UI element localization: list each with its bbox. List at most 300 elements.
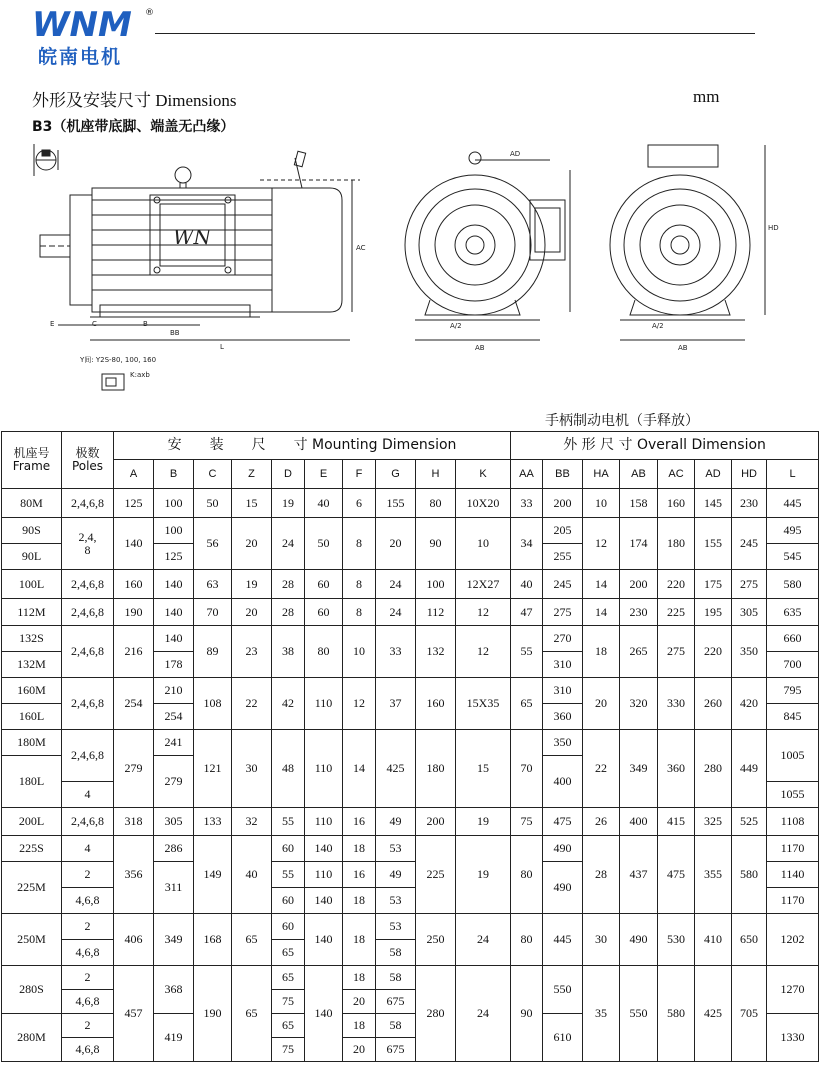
- col-AC: AC: [658, 460, 695, 489]
- cell: 475: [658, 836, 695, 914]
- cell: 35: [583, 966, 620, 1062]
- cell: 18: [343, 966, 376, 990]
- svg-text:A/2: A/2: [450, 322, 462, 330]
- poles-cell: 4,6,8: [62, 990, 114, 1014]
- cell: 275: [658, 626, 695, 678]
- cell: 360: [658, 730, 695, 808]
- cell: 22: [583, 730, 620, 808]
- col-HD: HD: [732, 460, 767, 489]
- frame-header: 机座号 Frame: [2, 432, 62, 489]
- cell: 110: [305, 730, 343, 808]
- cell: 90: [416, 518, 456, 570]
- col-C: C: [194, 460, 232, 489]
- cell: 32: [232, 808, 272, 836]
- cell: 24: [376, 570, 416, 599]
- frame-cell: 280M: [2, 1014, 62, 1062]
- cell: 550: [543, 966, 583, 1014]
- cell: 675: [376, 1038, 416, 1062]
- cell: 795: [767, 678, 819, 704]
- poles-cell: 2: [62, 862, 114, 888]
- cell: 65: [232, 914, 272, 966]
- dimension-table: [1, 431, 819, 1062]
- cell: 305: [732, 599, 767, 626]
- cell: 10: [343, 626, 376, 678]
- brand-logo: [30, 5, 160, 45]
- cell: 19: [272, 489, 305, 518]
- cell: 12: [456, 626, 511, 678]
- poles-cell: 2,4,6,8: [62, 808, 114, 836]
- motor-type-caption: 手柄制动电机（手释放）: [545, 413, 699, 429]
- cell: 34: [511, 518, 543, 570]
- cell: 60: [272, 836, 305, 862]
- cell: 1140: [767, 862, 819, 888]
- cell: 490: [543, 836, 583, 862]
- frame-cell: 100L: [2, 570, 62, 599]
- hole-note: K:axb: [130, 371, 150, 379]
- cell: 8: [343, 570, 376, 599]
- cell: 610: [543, 1014, 583, 1062]
- cell: 368: [154, 966, 194, 1014]
- cell: 180: [658, 518, 695, 570]
- frame-cell: 90L: [2, 544, 62, 570]
- cell: 40: [232, 836, 272, 914]
- cell: 149: [194, 836, 232, 914]
- cell: 845: [767, 704, 819, 730]
- cell: 250: [416, 914, 456, 966]
- svg-text:B: B: [143, 320, 148, 328]
- cell: 15: [232, 489, 272, 518]
- poles-cell: 2,4, 8: [62, 518, 114, 570]
- svg-text:HD: HD: [768, 224, 779, 232]
- cell: 65: [272, 1014, 305, 1038]
- cell: 349: [620, 730, 658, 808]
- cell: 160: [416, 678, 456, 730]
- cell: 190: [114, 599, 154, 626]
- cell: 310: [543, 678, 583, 704]
- cell: 160: [658, 489, 695, 518]
- table-row: [2, 518, 819, 544]
- cell: 18: [583, 626, 620, 678]
- cell: 53: [376, 888, 416, 914]
- frame-cell: 200L: [2, 808, 62, 836]
- cell: 20: [343, 1038, 376, 1062]
- cell: 350: [732, 626, 767, 678]
- cell: 325: [695, 808, 732, 836]
- cell: 112: [416, 599, 456, 626]
- front-view: [610, 145, 779, 352]
- cell: 490: [620, 914, 658, 966]
- cell: 158: [620, 489, 658, 518]
- cell: 28: [583, 836, 620, 914]
- cell: 1170: [767, 888, 819, 914]
- cell: 445: [543, 914, 583, 966]
- table-row: [2, 808, 819, 836]
- cell: 75: [272, 990, 305, 1014]
- cell: 140: [154, 626, 194, 652]
- cell: 30: [583, 914, 620, 966]
- key-section-detail: [34, 144, 58, 176]
- cell: 12: [343, 678, 376, 730]
- cell: 133: [194, 808, 232, 836]
- col-HA: HA: [583, 460, 620, 489]
- cell: 49: [376, 862, 416, 888]
- frame-cell: 160M: [2, 678, 62, 704]
- cell: 140: [154, 599, 194, 626]
- cell: 1005: [767, 730, 819, 782]
- cell: 330: [658, 678, 695, 730]
- poles-cell: 2,4,6,8: [62, 489, 114, 518]
- cell: 700: [767, 652, 819, 678]
- cell: 47: [511, 599, 543, 626]
- col-L: L: [767, 460, 819, 489]
- cell: 16: [343, 808, 376, 836]
- svg-text:BB: BB: [170, 329, 180, 337]
- cell: 55: [511, 626, 543, 678]
- cell: 350: [543, 730, 583, 756]
- cell: 175: [695, 570, 732, 599]
- cell: 275: [543, 599, 583, 626]
- cell: 80: [511, 836, 543, 914]
- cell: 33: [376, 626, 416, 678]
- cell: 168: [194, 914, 232, 966]
- header-rule: [155, 33, 755, 34]
- cell: 53: [376, 836, 416, 862]
- cell: 200: [416, 808, 456, 836]
- table-row: [2, 570, 819, 599]
- cell: 40: [511, 570, 543, 599]
- cell: 18: [343, 914, 376, 966]
- cell: 110: [305, 862, 343, 888]
- cell: 475: [543, 808, 583, 836]
- cell: 22: [232, 678, 272, 730]
- cell: 12X27: [456, 570, 511, 599]
- cell: 19: [456, 836, 511, 914]
- frame-cell: 250M: [2, 914, 62, 966]
- poles-cell: 2,4,6,8: [62, 570, 114, 599]
- cell: 216: [114, 626, 154, 678]
- cell: 580: [732, 836, 767, 914]
- table-row: [2, 914, 819, 940]
- cell: 65: [272, 940, 305, 966]
- cell: 38: [272, 626, 305, 678]
- side-view: [40, 151, 366, 390]
- cell: 18: [343, 836, 376, 862]
- cell: 121: [194, 730, 232, 808]
- poles-cell: 4,6,8: [62, 940, 114, 966]
- frame-cell: 225S: [2, 836, 62, 862]
- cell: 220: [695, 626, 732, 678]
- cell: 90: [511, 966, 543, 1062]
- cell: 425: [695, 966, 732, 1062]
- frame-cell: 180M: [2, 730, 62, 756]
- col-B: B: [154, 460, 194, 489]
- cell: 8: [343, 599, 376, 626]
- cell: 305: [154, 808, 194, 836]
- cell: 225: [416, 836, 456, 914]
- svg-text:AB: AB: [678, 344, 688, 352]
- frame-cell: 112M: [2, 599, 62, 626]
- cell: 10: [456, 518, 511, 570]
- overall-dimension-header: 外 形 尺 寸 Overall Dimension: [511, 432, 819, 460]
- cell: 279: [114, 730, 154, 808]
- cell: 360: [543, 704, 583, 730]
- cell: 140: [305, 836, 343, 862]
- cell: 1202: [767, 914, 819, 966]
- cell: 310: [543, 652, 583, 678]
- col-D: D: [272, 460, 305, 489]
- col-BB: BB: [543, 460, 583, 489]
- poles-cell: 2: [62, 966, 114, 990]
- cell: 80: [416, 489, 456, 518]
- cell: 75: [511, 808, 543, 836]
- table-row: [2, 966, 819, 990]
- cell: 260: [695, 678, 732, 730]
- cell: 254: [114, 678, 154, 730]
- col-G: G: [376, 460, 416, 489]
- cell: 24: [456, 966, 511, 1062]
- cell: 318: [114, 808, 154, 836]
- cell: 180: [416, 730, 456, 808]
- cell: 419: [154, 1014, 194, 1062]
- cell: 205: [543, 518, 583, 544]
- cell: 100: [154, 518, 194, 544]
- cell: 63: [194, 570, 232, 599]
- cell: 18: [343, 888, 376, 914]
- cell: 58: [376, 940, 416, 966]
- cell: 220: [658, 570, 695, 599]
- cell: 132: [416, 626, 456, 678]
- frame-cell: 280S: [2, 966, 62, 1014]
- frame-cell: 132M: [2, 652, 62, 678]
- cell: 80: [511, 914, 543, 966]
- cell: 55: [272, 862, 305, 888]
- cell: 230: [732, 489, 767, 518]
- cell: 60: [305, 570, 343, 599]
- unit-label: mm: [693, 87, 720, 106]
- cell: 140: [305, 888, 343, 914]
- table-row: [2, 678, 819, 704]
- frame-cell: 132S: [2, 626, 62, 652]
- cell: 254: [154, 704, 194, 730]
- cell: 110: [305, 678, 343, 730]
- svg-text:AD: AD: [510, 150, 521, 158]
- col-AD: AD: [695, 460, 732, 489]
- cell: 1108: [767, 808, 819, 836]
- cell: 1330: [767, 1014, 819, 1062]
- cell: 15X35: [456, 678, 511, 730]
- frame-cell: 225M: [2, 862, 62, 914]
- cell: 457: [114, 966, 154, 1062]
- poles-cell: 2,4,6,8: [62, 730, 114, 782]
- registered-mark: ®: [145, 8, 154, 18]
- cell: 50: [194, 489, 232, 518]
- frame-cell: 160L: [2, 704, 62, 730]
- cell: 24: [272, 518, 305, 570]
- table-row: [2, 599, 819, 626]
- cell: 140: [154, 570, 194, 599]
- cell: 10X20: [456, 489, 511, 518]
- cell: 311: [154, 862, 194, 914]
- page-title: 外形及安装尺寸 Dimensions: [32, 91, 237, 110]
- cell: 190: [194, 966, 232, 1062]
- cell: 100: [416, 570, 456, 599]
- cell: 406: [114, 914, 154, 966]
- cell: 445: [767, 489, 819, 518]
- cell: 140: [114, 518, 154, 570]
- cell: 20: [343, 990, 376, 1014]
- cell: 28: [272, 599, 305, 626]
- cell: 56: [194, 518, 232, 570]
- cell: 660: [767, 626, 819, 652]
- cell: 245: [543, 570, 583, 599]
- cell: 19: [456, 808, 511, 836]
- cell: 650: [732, 914, 767, 966]
- cell: 425: [376, 730, 416, 808]
- mounting-dimension-header: 安 装 尺 寸 Mounting Dimension: [114, 432, 511, 460]
- cell: 355: [695, 836, 732, 914]
- cell: 58: [376, 966, 416, 990]
- cell: 675: [376, 990, 416, 1014]
- cell: 437: [620, 836, 658, 914]
- frame-cell: 90S: [2, 518, 62, 544]
- cell: 1170: [767, 836, 819, 862]
- svg-text:L: L: [220, 343, 224, 351]
- col-AA: AA: [511, 460, 543, 489]
- col-Z: Z: [232, 460, 272, 489]
- svg-text:AC: AC: [356, 244, 366, 252]
- cell: 80: [305, 626, 343, 678]
- poles-header: 极数 Poles: [62, 432, 114, 489]
- poles-cell: 2,4,6,8: [62, 599, 114, 626]
- cell: 400: [543, 756, 583, 808]
- cell: 530: [658, 914, 695, 966]
- cell: 60: [305, 599, 343, 626]
- cell: 8: [343, 518, 376, 570]
- cell: 58: [376, 1014, 416, 1038]
- cell: 286: [154, 836, 194, 862]
- cell: 60: [272, 914, 305, 940]
- col-AB: AB: [620, 460, 658, 489]
- cell: 410: [695, 914, 732, 966]
- cell: 20: [376, 518, 416, 570]
- cell: 210: [154, 678, 194, 704]
- cell: 125: [114, 489, 154, 518]
- cell: 110: [305, 808, 343, 836]
- col-E: E: [305, 460, 343, 489]
- cell: 40: [305, 489, 343, 518]
- cell: 100: [154, 489, 194, 518]
- poles-cell: 4: [62, 782, 114, 808]
- cell: 30: [232, 730, 272, 808]
- cell: 70: [511, 730, 543, 808]
- cell: 19: [232, 570, 272, 599]
- cell: 200: [543, 489, 583, 518]
- cell: 400: [620, 808, 658, 836]
- nameplate-text: WN: [173, 225, 212, 249]
- cell: 26: [583, 808, 620, 836]
- frame-cell: 180L: [2, 756, 62, 808]
- poles-cell: 4,6,8: [62, 888, 114, 914]
- cell: 195: [695, 599, 732, 626]
- cell: 550: [620, 966, 658, 1062]
- frame-cell: 80M: [2, 489, 62, 518]
- poles-cell: 4: [62, 836, 114, 862]
- cell: 12: [583, 518, 620, 570]
- cell: 140: [305, 914, 343, 966]
- cell: 280: [695, 730, 732, 808]
- table-row: [2, 489, 819, 518]
- cell: 705: [732, 966, 767, 1062]
- cell: 415: [658, 808, 695, 836]
- logo-text: WNM: [32, 5, 132, 45]
- poles-cell: 2,4,6,8: [62, 678, 114, 730]
- cell: 70: [194, 599, 232, 626]
- cell: 1270: [767, 966, 819, 1014]
- cell: 89: [194, 626, 232, 678]
- col-F: F: [343, 460, 376, 489]
- cell: 279: [154, 756, 194, 808]
- table-row: [2, 836, 819, 862]
- cell: 53: [376, 914, 416, 940]
- cell: 23: [232, 626, 272, 678]
- mount-type-subtitle: B3（机座带底脚、端盖无凸缘）: [32, 119, 235, 135]
- cell: 449: [732, 730, 767, 808]
- cell: 275: [732, 570, 767, 599]
- col-H: H: [416, 460, 456, 489]
- front-view-with-box: [405, 150, 570, 352]
- poles-cell: 2: [62, 1014, 114, 1038]
- cell: 178: [154, 652, 194, 678]
- cell: 255: [543, 544, 583, 570]
- cell: 225: [658, 599, 695, 626]
- cell: 230: [620, 599, 658, 626]
- cell: 42: [272, 678, 305, 730]
- cell: 108: [194, 678, 232, 730]
- cell: 20: [232, 518, 272, 570]
- cell: 320: [620, 678, 658, 730]
- cell: 241: [154, 730, 194, 756]
- cell: 635: [767, 599, 819, 626]
- cell: 65: [272, 966, 305, 990]
- cell: 20: [232, 599, 272, 626]
- svg-text:C: C: [92, 320, 97, 328]
- svg-text:AB: AB: [475, 344, 485, 352]
- cell: 356: [114, 836, 154, 914]
- column-header-row: [2, 460, 819, 489]
- cell: 14: [343, 730, 376, 808]
- cell: 525: [732, 808, 767, 836]
- cell: 200: [620, 570, 658, 599]
- cell: 75: [272, 1038, 305, 1062]
- cell: 245: [732, 518, 767, 570]
- cell: 125: [154, 544, 194, 570]
- cell: 28: [272, 570, 305, 599]
- cell: 14: [583, 599, 620, 626]
- cell: 33: [511, 489, 543, 518]
- cell: 6: [343, 489, 376, 518]
- svg-text:A/2: A/2: [652, 322, 664, 330]
- motor-dimension-drawing: [30, 140, 790, 410]
- cell: 14: [583, 570, 620, 599]
- col-A: A: [114, 460, 154, 489]
- cell: 580: [767, 570, 819, 599]
- poles-cell: 2: [62, 914, 114, 940]
- cell: 16: [343, 862, 376, 888]
- cell: 49: [376, 808, 416, 836]
- cell: 65: [511, 678, 543, 730]
- cell: 12: [456, 599, 511, 626]
- cell: 24: [376, 599, 416, 626]
